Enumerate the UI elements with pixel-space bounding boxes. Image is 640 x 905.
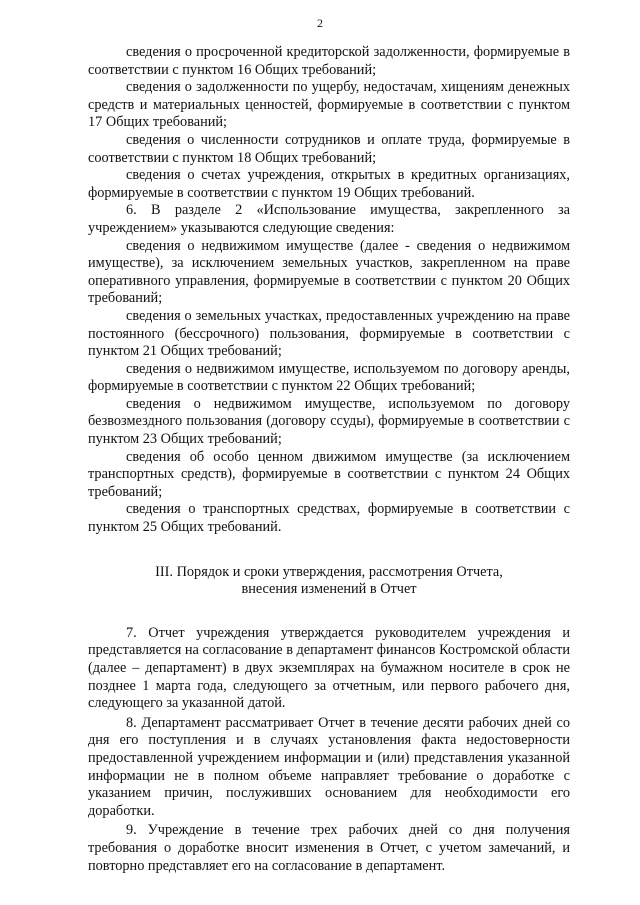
- clause-6-item-free-use: сведения о недвижимом имуществе, используемом по договору безвозмездного пользования (договору ссуды), формируемые в соответствии с пунктом 23 Общих требований;: [88, 395, 570, 448]
- clause-6-item-vehicles: сведения о транспортных средствах, формируемые в соответствии с пунктом 25 Общих требований.: [88, 501, 570, 536]
- section-3-heading: [88, 564, 570, 599]
- section2-item-staff-payroll: сведения о численности сотрудников и оплате труда, формируемые в соответствии с пунктом 18 Общих требований;: [88, 131, 570, 166]
- clause-6-item-lease: сведения о недвижимом имуществе, используемом по договору аренды, формируемые в соответствии с пунктом 22 Общих требований;: [88, 360, 570, 395]
- section2-item-overdue-payables: сведения о просроченной кредиторской задолженности, формируемые в соответствии с пунктом 16 Общих требований;: [88, 44, 570, 78]
- clause-8: 8. Департамент рассматривает Отчет в течение десяти рабочих дней со дня его поступления и в случаях установления факта недостоверности предоставленной учреждением информации и (или) представления указанной информации не в полном объеме направляет требование о доработке с указанием причин, послуживших основанием для необходимости его доработки.: [88, 714, 570, 819]
- clause-6-intro: 6. В разделе 2 «Использование имущества, закрепленного за учреждением» указываются следующие сведения:: [88, 202, 570, 236]
- document-body: [88, 44, 570, 875]
- section2-item-bank-accounts: сведения о счетах учреждения, открытых в кредитных организациях, формируемые в соответствии с пунктом 19 Общих требований.: [88, 167, 570, 201]
- clause-6-item-movable-property: сведения об особо ценном движимом имуществе (за исключением транспортных средств), формируемые в соответствии с пунктом 24 Общих требований;: [88, 448, 570, 500]
- section-3-heading-line1: III. Порядок и сроки утверждения, рассмотрения Отчета,: [155, 563, 503, 580]
- page-number: 2: [317, 16, 323, 30]
- section-3-body: [88, 625, 570, 875]
- clause-6-item-real-estate: сведения о недвижимом имуществе (далее - сведения о недвижимом имуществе), за исключением земельных участков, закрепленном на праве оперативного управления, формируемые в соответствии с пунктом 20 Общих требований;: [88, 237, 570, 307]
- section2-item-damage-debt: сведения о задолженности по ущербу, недостачам, хищениям денежных средств и материальных ценностей, формируемые в соответствии с пунктом 17 Общих требований;: [88, 79, 570, 131]
- clause-9: 9. Учреждение в течение трех рабочих дней со дня получения требования о доработке вносит изменения в Отчет, с учетом замечаний, и повторно представляет его на согласование в департамент.: [88, 822, 570, 874]
- section-3-heading-line2: внесения изменений в Отчет: [241, 581, 417, 598]
- clause-7: 7. Отчет учреждения утверждается руководителем учреждения и представляется на согласование в департамент финансов Костромской области (далее – департамент) в двух экземплярах на бумажном носителе в срок не позднее 1 марта года, следующего за отчетным, или первого рабочего дня, следующего за указанной датой.: [88, 624, 571, 712]
- clause-6-item-land-plots: сведения о земельных участках, предоставленных учреждению на праве постоянного (бессрочного) пользования, формируемые в соответствии с пунктом 21 Общих требований;: [88, 307, 570, 360]
